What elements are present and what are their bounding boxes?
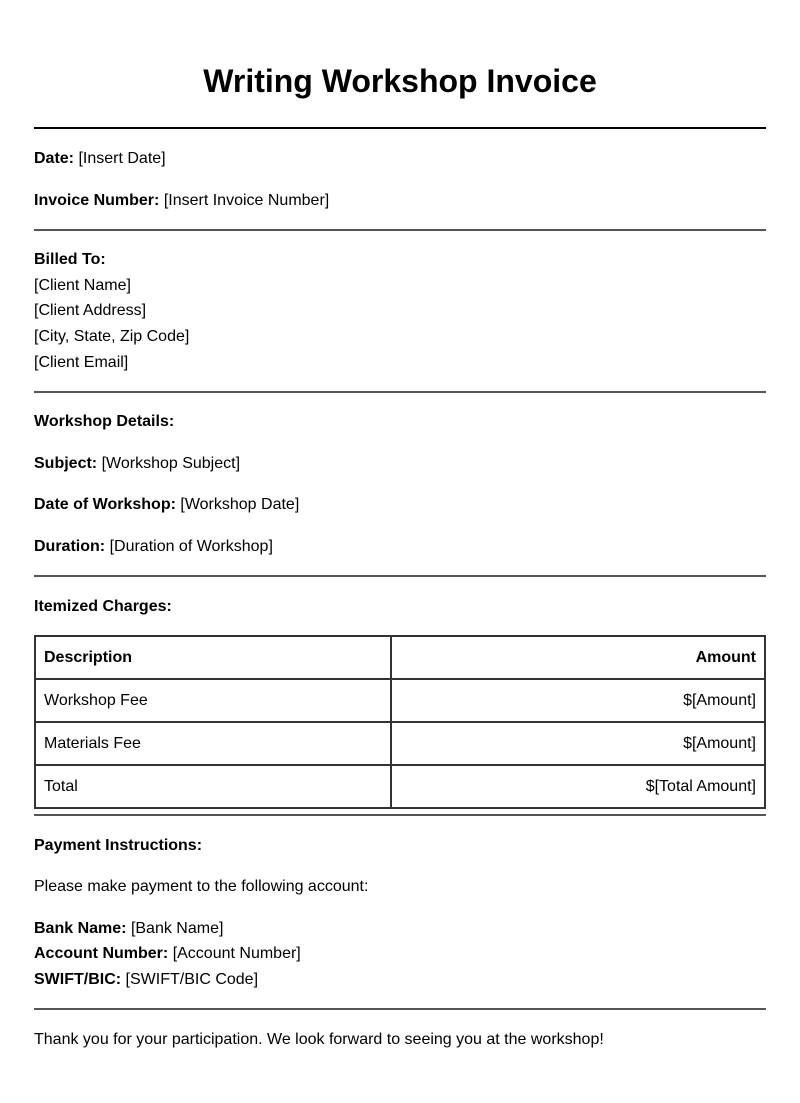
- table-row: [35, 765, 765, 808]
- subject-line: [34, 454, 240, 474]
- workshop-date-value: [Workshop Date]: [180, 496, 300, 513]
- table-row: [35, 679, 765, 722]
- account-number-value: [Account Number]: [172, 945, 301, 962]
- workshop-date-line: [34, 495, 299, 515]
- swift-label: SWIFT/BIC:: [34, 971, 122, 988]
- client-address: [Client Address]: [34, 302, 147, 319]
- invoice-number-line: [34, 191, 329, 211]
- column-header-amount: Amount: [391, 636, 765, 679]
- table-row: [35, 722, 765, 765]
- itemized-charges-heading: Itemized Charges:: [34, 598, 172, 615]
- divider: [34, 229, 766, 231]
- client-email: [Client Email]: [34, 354, 129, 371]
- bank-name-value: [Bank Name]: [130, 920, 224, 937]
- divider: [34, 1008, 766, 1010]
- row-description: Materials Fee: [35, 722, 391, 765]
- duration-value: [Duration of Workshop]: [109, 538, 273, 555]
- invoice-number-value: [Insert Invoice Number]: [163, 192, 330, 209]
- payment-intro: Please make payment to the following account:: [34, 878, 369, 895]
- table-header-row: [35, 636, 765, 679]
- divider: [34, 814, 766, 816]
- bank-name-label: Bank Name:: [34, 920, 127, 937]
- bank-name-line: [34, 919, 223, 939]
- subject-value: [Workshop Subject]: [101, 455, 241, 472]
- billed-to-heading: Billed To:: [34, 251, 106, 268]
- divider: [34, 575, 766, 577]
- row-description: Total: [35, 765, 391, 808]
- date-line: [34, 149, 166, 169]
- account-number-label: Account Number:: [34, 945, 169, 962]
- row-description: Workshop Fee: [35, 679, 391, 722]
- thank-you-note: Thank you for your participation. We look forward to seeing you at the workshop!: [34, 1031, 604, 1048]
- charges-table: [34, 635, 766, 809]
- invoice-number-label: Invoice Number:: [34, 192, 160, 209]
- workshop-date-label: Date of Workshop:: [34, 496, 176, 513]
- column-header-description: Description: [35, 636, 391, 679]
- row-amount: $[Amount]: [391, 679, 765, 722]
- row-amount: $[Amount]: [391, 722, 765, 765]
- swift-line: [34, 970, 258, 990]
- row-amount: $[Total Amount]: [391, 765, 765, 808]
- duration-line: [34, 537, 273, 557]
- account-number-line: [34, 944, 301, 964]
- workshop-details-heading: Workshop Details:: [34, 413, 175, 430]
- date-label: Date:: [34, 150, 75, 167]
- client-name: [Client Name]: [34, 277, 131, 294]
- date-value: [Insert Date]: [78, 150, 166, 167]
- subject-label: Subject:: [34, 455, 98, 472]
- divider: [34, 127, 766, 129]
- page-title: Writing Workshop Invoice: [203, 63, 597, 99]
- swift-value: [SWIFT/BIC Code]: [125, 971, 259, 988]
- client-city: [City, State, Zip Code]: [34, 328, 190, 345]
- duration-label: Duration:: [34, 538, 106, 555]
- payment-instructions-heading: Payment Instructions:: [34, 837, 203, 854]
- divider: [34, 391, 766, 393]
